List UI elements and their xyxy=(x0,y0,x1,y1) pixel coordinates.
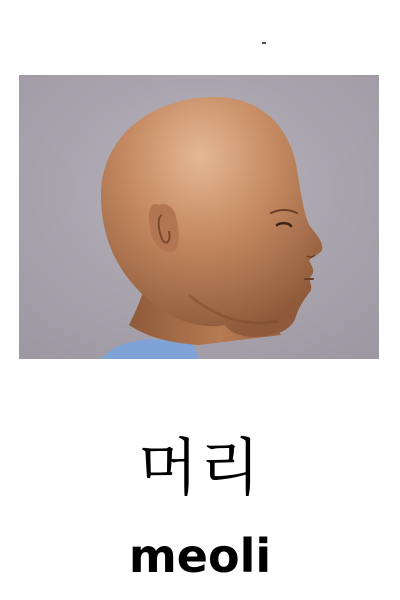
korean-word: 머리 xyxy=(138,431,262,504)
stray-mark xyxy=(262,42,266,44)
head-profile-photo xyxy=(19,75,379,359)
romanized-word: meoli xyxy=(128,529,272,583)
